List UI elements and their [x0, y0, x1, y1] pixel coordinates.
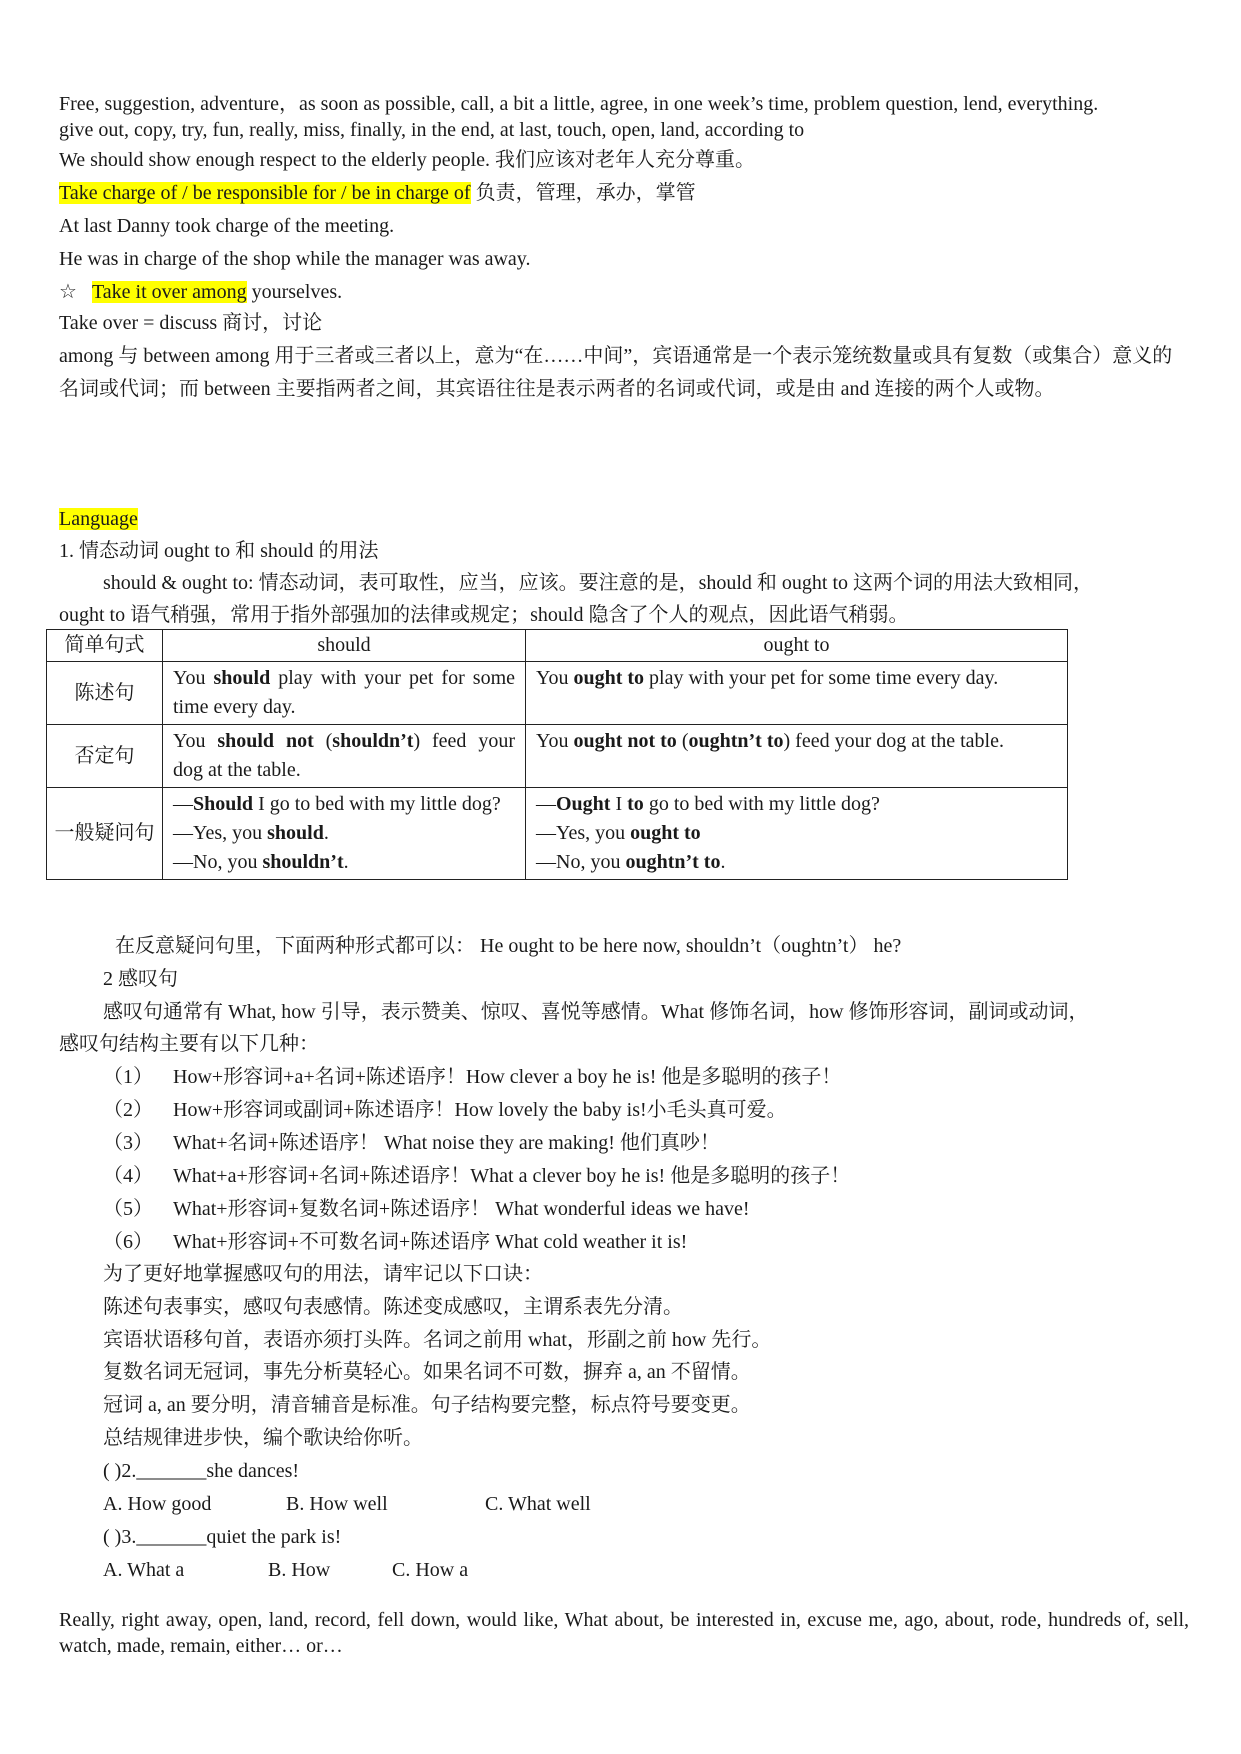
section-2-intro-2: 感叹句结构主要有以下几种：	[59, 1033, 319, 1055]
mnemonic-line: 冠词 a, an 要分明，清音辅音是标准。句子结构要完整，标点符号要变更。	[103, 1394, 751, 1416]
table-header-cell: 简单句式	[47, 630, 163, 662]
row-label: 一般疑问句	[47, 788, 163, 880]
pattern-text: How+形容词或副词+陈述语序！How lovely the baby is!小毛头真可爱。	[173, 1099, 787, 1121]
ought-cell	[526, 725, 1068, 788]
bold-text: to	[627, 793, 644, 815]
mnemonic-line: 宾语状语移句首，表语亦须打头阵。名词之前用 what，形副之前 how 先行。	[103, 1329, 772, 1351]
language-heading	[59, 505, 1189, 534]
text-run: ) feed your dog at the table.	[783, 730, 1004, 752]
take-over-line	[59, 278, 1189, 307]
cell-line	[173, 819, 515, 848]
text-run: —	[173, 793, 193, 815]
text-run: I	[610, 793, 628, 815]
text-run: go to bed with my little dog?	[643, 793, 880, 815]
should-cell	[163, 662, 526, 725]
table-row	[47, 662, 1068, 725]
pattern-text: What+名词+陈述语序！ What noise they are making! 他们真吵！	[173, 1132, 720, 1154]
mnemonic-line: 复数名词无冠词，事先分析莫轻心。如果名词不可数，摒弃 a, an 不留情。	[103, 1361, 751, 1383]
text-run: .	[343, 851, 349, 873]
text-run: ) feed your dog at the table.	[173, 730, 515, 781]
question-3-stem: ( )3._______quiet the park is!	[103, 1526, 342, 1548]
ought-cell	[526, 662, 1068, 725]
take-charge-phrase: Take charge of / be responsible for / be in charge of	[59, 182, 471, 204]
bold-text: Should	[193, 793, 254, 815]
text-run: —Yes, you	[536, 822, 631, 844]
tag-question-note: 在反意疑问句里，下面两种形式都可以： He ought to be here now, shouldn’t（oughtn’t） he?	[115, 935, 902, 957]
cell-line	[173, 790, 515, 819]
pattern-text: What+形容词+不可数名词+陈述语序 What cold weather it is!	[173, 1231, 688, 1253]
table-header-cell: ought to	[526, 630, 1068, 662]
bold-text: should	[213, 667, 271, 689]
bold-text: Ought	[556, 793, 611, 815]
example-sentence-1: At last Danny took charge of the meeting.	[59, 215, 395, 237]
option-a: A. What a	[103, 1559, 185, 1581]
take-charge-meaning: 负责，管理，承办，掌管	[470, 182, 696, 204]
row-label: 陈述句	[47, 662, 163, 725]
cell-line	[536, 819, 1057, 848]
pattern-item	[103, 1228, 1233, 1257]
pattern-text: What+a+形容词+名词+陈述语序！What a clever boy he is! 他是多聪明的孩子！	[173, 1165, 851, 1187]
pattern-number: （6）	[103, 1231, 153, 1253]
option-b: B. How well	[286, 1493, 388, 1515]
cell-line	[536, 790, 1057, 819]
pattern-number: （2）	[103, 1099, 153, 1121]
text-run: You	[536, 667, 574, 689]
text-run: You	[173, 667, 214, 689]
table-row	[47, 788, 1068, 880]
pattern-text: How+形容词+a+名词+陈述语序！How clever a boy he is! 他是多聪明的孩子！	[173, 1066, 842, 1088]
pattern-text: What+形容词+复数名词+陈述语序！ What wonderful ideas we have!	[173, 1198, 750, 1220]
option-a: A. How good	[103, 1493, 212, 1515]
option-c: C. What well	[485, 1493, 591, 1515]
star-icon: ☆	[59, 281, 77, 303]
table-header-cell: should	[163, 630, 526, 662]
cell-line	[173, 848, 515, 877]
table-row	[47, 725, 1068, 788]
should-cell	[163, 725, 526, 788]
vocab-list-2: Really, right away, open, land, record, fell down, would like, What about, be interested in, excuse me, ago, about, rode, hundreds of, sell, watch, made, remain, either… or…	[59, 1609, 1189, 1657]
bold-text: ought to	[573, 667, 645, 689]
mnemonic-line: 为了更好地掌握感叹句的用法，请牢记以下口诀：	[103, 1263, 543, 1285]
option-b: B. How	[268, 1559, 331, 1581]
text-run: (	[676, 730, 689, 752]
section-2-title: 2 感叹句	[103, 968, 178, 990]
pattern-item	[103, 1195, 1233, 1224]
text-run: .	[323, 822, 329, 844]
text-run: You	[173, 730, 218, 752]
vocab-line-2: give out, copy, try, fun, really, miss, finally, in the end, at last, touch, open, land, according to	[59, 119, 805, 141]
vocab-line-1: Free, suggestion, adventure，as soon as possible, call, a bit a little, agree, in one week’s time, problem question, lend, everything.	[59, 93, 1099, 115]
text-run: You	[536, 730, 574, 752]
modal-verb-table	[46, 629, 1068, 880]
mnemonic-line: 总结规律进步快，编个歌诀给你听。	[103, 1427, 423, 1449]
text-run: .	[720, 851, 726, 873]
table-header-row	[47, 630, 1068, 662]
take-charge-line	[59, 179, 1189, 208]
text-run: —Yes, you	[173, 822, 268, 844]
ought-cell	[526, 788, 1068, 880]
text-run: —	[536, 793, 556, 815]
example-sentence-2: He was in charge of the shop while the manager was away.	[59, 248, 531, 270]
section-1-intro-1: should & ought to: 情态动词，表可取性，应当，应该。要注意的是，should 和 ought to 这两个词的用法大致相同，	[103, 572, 1094, 594]
take-over-phrase: Take it over among	[91, 281, 247, 303]
bold-text: should	[267, 822, 324, 844]
text-run: —No, you	[536, 851, 626, 873]
pattern-number: （5）	[103, 1198, 153, 1220]
discuss-line: Take over = discuss 商讨，讨论	[59, 312, 323, 334]
respect-sentence: We should show enough respect to the elderly people. 我们应该对老年人充分尊重。	[59, 149, 756, 171]
pattern-number: （3）	[103, 1132, 153, 1154]
text-run: I go to bed with my little dog?	[253, 793, 501, 815]
text-run: play with your pet for some time every day.	[644, 667, 999, 689]
pattern-item	[103, 1096, 1233, 1125]
text-run: (	[313, 730, 333, 752]
bold-text: shouldn’t	[332, 730, 414, 752]
take-over-rest: yourselves.	[246, 281, 343, 303]
text-run: —No, you	[173, 851, 263, 873]
among-between-note: among 与 between among 用于三者或三者以上，意为“在……中间”，宾语通常是一个表示笼统数量或具有复数（或集合）意义的名词或代词；而 between 主要指两者之间，其宾语往往是表示两者的名词或代词，或是由 and 连接的两个人或物。	[59, 345, 1173, 400]
section-1-intro-2: ought to 语气稍强，常用于指外部强加的法律或规定；should 隐含了个人的观点，因此语气稍弱。	[59, 604, 909, 626]
question-3-options	[103, 1556, 1233, 1585]
pattern-number: （4）	[103, 1165, 153, 1187]
row-label: 否定句	[47, 725, 163, 788]
section-1-title: 1. 情态动词 ought to 和 should 的用法	[59, 540, 379, 562]
bold-text: ought to	[630, 822, 701, 844]
question-2-stem: ( )2._______she dances!	[103, 1460, 300, 1482]
pattern-item	[103, 1129, 1233, 1158]
mnemonic-line: 陈述句表事实，感叹句表感情。陈述变成感叹，主谓系表先分清。	[103, 1296, 683, 1318]
text-run: play with your pet for some time every day.	[173, 667, 515, 718]
bold-text: oughtn’t to	[625, 851, 721, 873]
should-cell	[163, 788, 526, 880]
bold-text: shouldn’t	[262, 851, 344, 873]
bold-text: oughtn’t to	[688, 730, 784, 752]
cell-line	[536, 848, 1057, 877]
bold-text: ought not to	[573, 730, 677, 752]
pattern-number: （1）	[103, 1066, 153, 1088]
pattern-item	[103, 1063, 1233, 1092]
question-2-options	[103, 1490, 1233, 1519]
pattern-item	[103, 1162, 1233, 1191]
language-label: Language	[59, 508, 138, 530]
option-c: C. How a	[392, 1559, 469, 1581]
bold-text: should not	[217, 730, 314, 752]
section-2-intro-1: 感叹句通常有 What, how 引导，表示赞美、惊叹、喜悦等感情。What 修饰名词，how 修饰形容词，副词或动词，	[103, 1001, 1089, 1023]
